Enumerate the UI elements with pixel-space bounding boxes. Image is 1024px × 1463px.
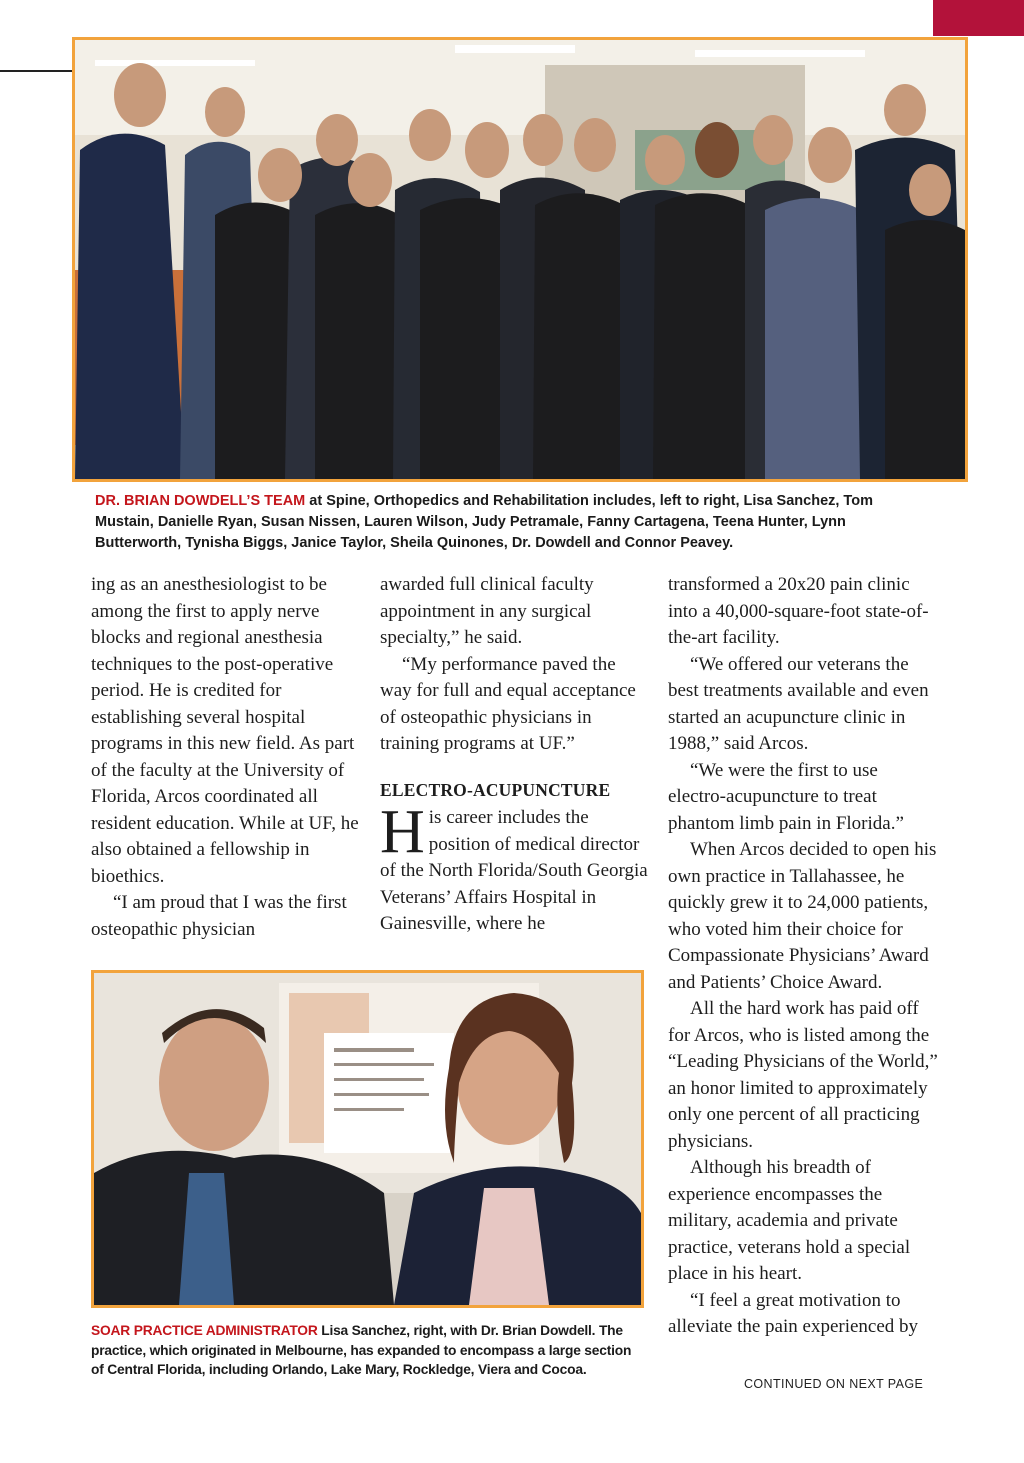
section-subhead: ELECTRO-ACUPUNCTURE bbox=[380, 779, 611, 800]
team-photo bbox=[72, 37, 968, 482]
continued-note: CONTINUED ON NEXT PAGE bbox=[744, 1377, 924, 1391]
team-caption-text: at Spine, Orthopedics and Rehabilitation includes, left to right, Lisa Sanchez, Tom Mustain, Danielle Ryan, Susan Nissen, Lauren Wilson, Judy Petramale, Fanny Cartagena, Teena Hunter, Lynn Butterworth, Tynisha Biggs, Janice Taylor, Sheila Quinones, Dr. Dowdell and Connor Peavey. bbox=[95, 493, 873, 551]
paragraph: ing as an anesthesiologist to be among the first to apply nerve blocks and regional anesthesia techniques to the post-operative period. He is credited for establishing several hospital programs in this new field. As part of the faculty at the University of Florida, Arcos coordinated all resident education. While at UF, he also obtained a fellowship in bioethics. bbox=[91, 574, 359, 887]
administrator-photo-caption bbox=[91, 1321, 647, 1380]
paragraph: “I am proud that I was the first osteopathic physician bbox=[91, 892, 347, 940]
paragraph: All the hard work has paid off for Arcos, who is listed among the “Leading Physicians of the World,” an honor limited to approximately only one percent of all practicing physicians. bbox=[668, 998, 938, 1152]
paragraph: When Arcos decided to open his own practice in Tallahassee, he quickly grew it to 24,000 patients, who voted him their choice for Compassionate Physicians’ Award and Patients’ Choice Award. bbox=[668, 839, 937, 993]
paragraph: awarded full clinical faculty appointment in any surgical specialty,” he said. bbox=[380, 574, 594, 648]
header-rule bbox=[0, 70, 72, 72]
drop-cap: H bbox=[380, 798, 425, 866]
duo-caption-lead: SOAR PRACTICE ADMINISTRATOR bbox=[91, 1323, 318, 1338]
paragraph: “We were the first to use electro-acupuncture to treat phantom limb pain in Florida.” bbox=[668, 759, 904, 834]
article-column-2 bbox=[380, 572, 652, 938]
article-column-1 bbox=[91, 572, 363, 943]
paragraph: transformed a 20x20 pain clinic into a 40,000-square-foot state-of-the-art facility. bbox=[668, 574, 929, 648]
team-caption-lead: DR. BRIAN DOWDELL’S TEAM bbox=[95, 493, 306, 509]
team-photo-caption bbox=[95, 491, 935, 554]
paragraph: “We offered our veterans the best treatments available and even started an acupuncture clinic in 1988,” said Arcos. bbox=[668, 653, 929, 754]
paragraph-text: is career includes the position of medical director of the North Florida/South Georgia Veterans’ Affairs Hospital in Gainesville, where he bbox=[380, 807, 648, 934]
paragraph: “I feel a great motivation to alleviate the pain experienced by bbox=[668, 1289, 919, 1337]
paragraph: “My performance paved the way for full and equal acceptance of osteopathic physicians in training programs at UF.” bbox=[380, 653, 636, 754]
duo-caption-text: Lisa Sanchez, right, with Dr. Brian Dowdell. The practice, which originated in Melbourne, has expanded to encompass a large section of Central Florida, including Orlando, Lake Mary, Rockledge, Viera and Cocoa. bbox=[91, 1323, 632, 1377]
article-column-3 bbox=[668, 572, 940, 1341]
paragraph bbox=[380, 798, 652, 938]
corner-color-tab bbox=[933, 0, 1024, 36]
paragraph: Although his breadth of experience encompasses the military, academia and private practice, veterans hold a special place in his heart. bbox=[668, 1157, 911, 1284]
administrator-photo bbox=[91, 970, 644, 1308]
